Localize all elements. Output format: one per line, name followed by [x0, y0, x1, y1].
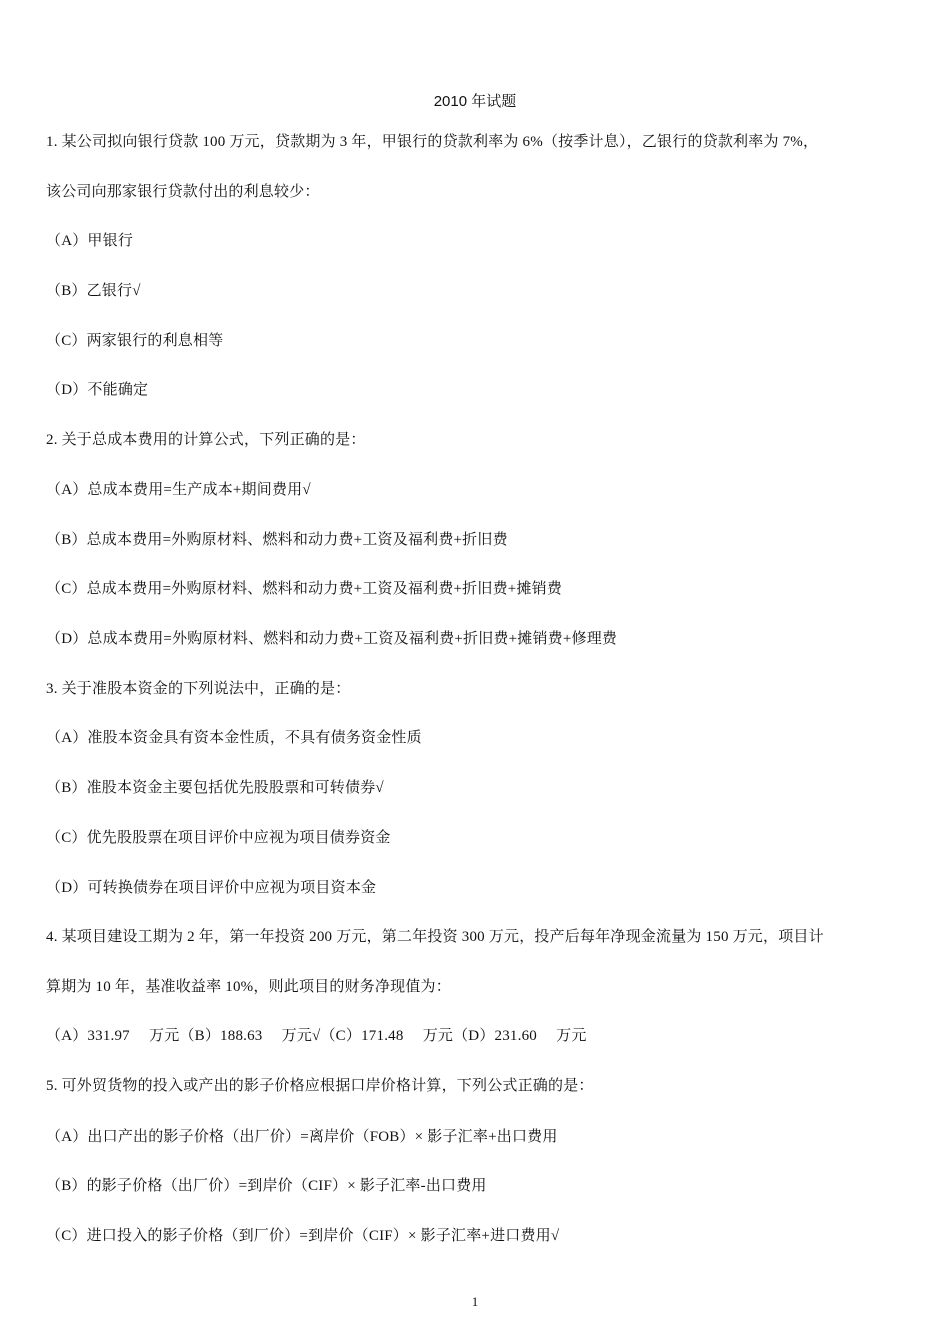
question-4-stem-line-2: 算期为 10 年，基准收益率 10%，则此项目的财务净现值为：: [46, 979, 451, 995]
question-1-option-d: （D）不能确定: [46, 382, 149, 398]
question-3-option-a: （A）准股本资金具有资本金性质，不具有债务资金性质: [46, 730, 422, 746]
question-3-option-c: （C）优先股股票在项目评价中应视为项目债券资金: [46, 830, 391, 846]
question-5-option-b: （B）的影子价格（出厂价）=到岸价（CIF）× 影子汇率-出口费用: [46, 1178, 487, 1194]
question-4-option-b: （B）188.63 万元√: [179, 1028, 321, 1044]
question-5-stem: 5. 可外贸货物的投入或产出的影子价格应根据口岸价格计算，下列公式正确的是：: [46, 1078, 594, 1094]
question-4-option-c: （C）171.48 万元: [320, 1028, 454, 1044]
document-title: 2010 年试题: [433, 93, 517, 110]
question-5-option-c: （C）进口投入的影子价格（到厂价）=到岸价（CIF）× 影子汇率+进口费用√: [46, 1228, 560, 1244]
question-2-option-d: （D）总成本费用=外购原材料、燃料和动力费+工资及福利费+折旧费+摊销费+修理费: [46, 631, 618, 647]
question-3-option-b: （B）准股本资金主要包括优先股股票和可转债券√: [46, 780, 384, 796]
question-1-stem-line-1: 1. 某公司拟向银行贷款 100 万元，贷款期为 3 年，甲银行的贷款利率为 6%（按季计息），乙银行的贷款利率为 7%，: [46, 134, 819, 150]
question-4-option-d: （D）231.60 万元: [453, 1028, 587, 1044]
question-2-option-c: （C）总成本费用=外购原材料、燃料和动力费+工资及福利费+折旧费+摊销费: [46, 581, 563, 597]
question-3-option-d: （D）可转换债券在项目评价中应视为项目资本金: [46, 880, 377, 896]
question-4-stem-line-1: 4. 某项目建设工期为 2 年，第一年投资 200 万元，第二年投资 300 万元，投产后每年净现金流量为 150 万元，项目计: [46, 929, 824, 945]
question-1-stem-line-2: 该公司向那家银行贷款付出的利息较少：: [46, 184, 320, 200]
question-4-option-a: （A）331.97 万元: [46, 1028, 180, 1044]
question-3-stem: 3. 关于准股本资金的下列说法中，正确的是：: [46, 681, 351, 697]
question-4-options-row: [46, 1026, 587, 1046]
page-number: 1: [471, 1294, 479, 1309]
question-1-option-a: （A）甲银行: [46, 233, 134, 249]
question-2-option-a: （A）总成本费用=生产成本+期间费用√: [46, 482, 311, 498]
question-2-stem: 2. 关于总成本费用的计算公式，下列正确的是：: [46, 432, 366, 448]
question-1-option-b: （B）乙银行√: [46, 283, 141, 299]
question-2-option-b: （B）总成本费用=外购原材料、燃料和动力费+工资及福利费+折旧费: [46, 532, 508, 548]
question-5-option-a: （A）出口产出的影子价格（出厂价）=离岸价（FOB）× 影子汇率+出口费用: [46, 1129, 558, 1145]
question-1-option-c: （C）两家银行的利息相等: [46, 333, 224, 349]
